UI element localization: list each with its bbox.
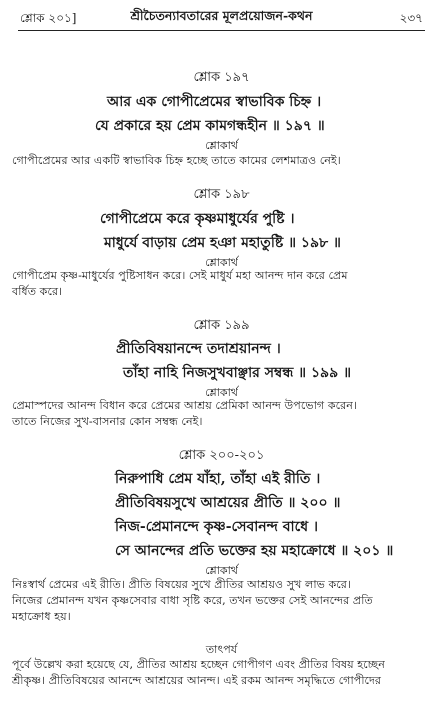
translation-line: নিজের প্রেমানন্দ যখন কৃষ্ণসেবার বাধা সৃষ্টি করে, তখন ভক্তের সেই আনন্দের প্রতি <box>12 594 373 607</box>
translation-heading: শ্লোকার্থ <box>205 139 238 152</box>
verse-line: নিজ-প্রেমানন্দে কৃষ্ণ-সেবানন্দ বাধে । <box>115 519 318 535</box>
verse-line: তাঁহা নাহি নিজসুখবাঞ্ছার সম্বন্ধ ॥ ১৯৯ ॥ <box>123 365 352 381</box>
translation-line: বর্ধিত করে। <box>12 285 63 298</box>
purport-heading: তাৎপর্য <box>205 643 238 656</box>
translation-heading: শ্লোকার্থ <box>205 256 238 269</box>
translation-line: প্রেমাস্পদের আনন্দ বিধান করে প্রেমের আশ্রয় প্রেমিকা আনন্দ উপভোগ করেন। <box>12 399 357 412</box>
verse-line: সে আনন্দের প্রতি ভক্তের হয় মহাক্রোধে ॥ ২০১ ॥ <box>115 543 394 559</box>
header-verse-ref: শ্লোক ২০১] <box>20 11 77 25</box>
page-number: ২৩৭ <box>399 11 423 25</box>
verse-heading-197: শ্লোক ১৯৭ <box>193 70 250 85</box>
verse-heading-198: শ্লোক ১৯৮ <box>193 187 250 202</box>
translation-line: মহাক্রোধ হয়। <box>12 610 71 623</box>
verse-line: আর এক গোপীপ্রেমের স্বাভাবিক চিহ্ন । <box>107 94 322 110</box>
purport-line: শ্রীকৃষ্ণ। প্রীতিবিষয়ের আনন্দে আশ্রয়ের আনন্দ। এই রকম আনন্দ সমৃদ্ধিতে গোপীদের <box>12 674 382 687</box>
verse-line: গোপীপ্রেমে করে কৃষ্ণমাধুর্যের পুষ্টি । <box>100 211 295 227</box>
verse-line: প্রীতিবিষয়ানন্দে তদাশ্রয়ানন্দ । <box>116 341 281 357</box>
purport-line: পূর্বে উল্লেখ করা হয়েছে যে, প্রীতির আশ্রয় হচ্ছেন গোপীগণ এবং প্রীতির বিষয় হচ্ছেন <box>12 658 385 671</box>
header-rule <box>18 30 425 31</box>
translation-line: নিঃস্বার্থ প্রেমের এই রীতি। প্রীতি বিষয়ের সুখে প্রীতির আশ্রয়ও সুখ লাভ করে। <box>12 578 351 591</box>
translation-line: গোপীপ্রেম কৃষ্ণ-মাধুর্যের পুষ্টিসাধন করে। সেই মাধুর্য মহা আনন্দ দান করে প্রেম <box>12 269 348 282</box>
translation-line: গোপীপ্রেমের আর একটি স্বাভাবিক চিহ্ন হচ্ছে তাতে কামের লেশমাত্রও নেই। <box>12 154 341 167</box>
header-title: শ্রীচৈতন্যাবতারের মূলপ্রয়োজন-কথন <box>130 8 313 23</box>
verse-line: প্রীতিবিষয়সুখে আশ্রয়ের প্রীতি ॥ ২০০ ॥ <box>115 495 341 511</box>
verse-heading-199: শ্লোক ১৯৯ <box>193 318 250 333</box>
translation-line: তাতে নিজের সুখ-বাসনার কোন সম্বন্ধ নেই। <box>12 415 203 428</box>
verse-line: নিরুপাধি প্রেম যাঁহা, তাঁহা এই রীতি । <box>115 471 321 487</box>
verse-line: মাধুর্যে বাড়ায় প্রেম হঞা মহাতুষ্টি ॥ ১৯৮ ॥ <box>104 235 341 251</box>
translation-heading: শ্লোকার্থ <box>205 386 238 399</box>
running-header <box>20 8 423 28</box>
verse-line: যে প্রকারে হয় প্রেম কামগন্ধহীন ॥ ১৯৭ ॥ <box>95 118 325 134</box>
verse-heading-200-201: শ্লোক ২০০-২০১ <box>178 448 265 463</box>
translation-heading: শ্লোকার্থ <box>205 564 238 577</box>
